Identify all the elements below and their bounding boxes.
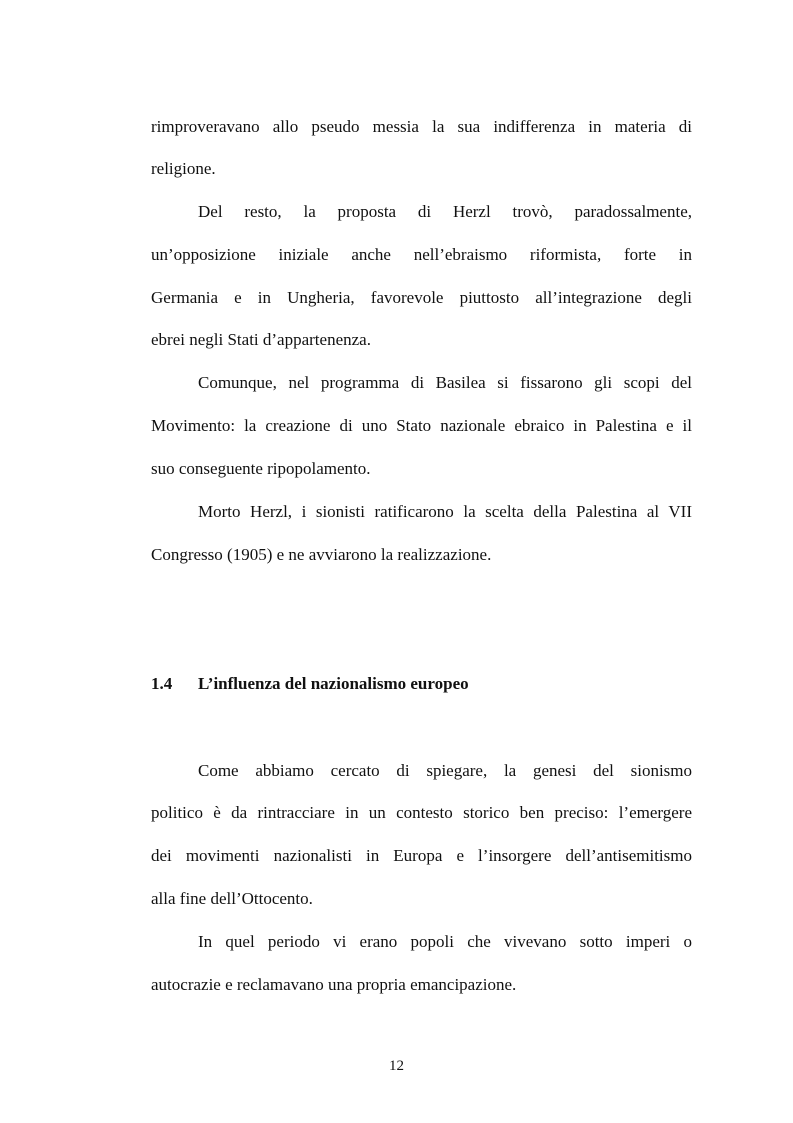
text-line: Germania e in Ungheria, favorevole piuttosto all’integrazione degli	[151, 288, 692, 307]
text-line: In quel periodo vi erano popoli che vivevano sotto imperi o	[198, 932, 692, 951]
page-number: 12	[389, 1058, 404, 1074]
text-line: Congresso (1905) e ne avviarono la realizzazione.	[151, 545, 492, 564]
text-line: Come abbiamo cercato di spiegare, la genesi del sionismo	[198, 761, 692, 780]
text-line: dei movimenti nazionalisti in Europa e l’insorgere dell’antisemitismo	[151, 846, 692, 865]
text-line: alla fine dell’Ottocento.	[151, 889, 313, 908]
text-line: Morto Herzl, i sionisti ratificarono la scelta della Palestina al VII	[198, 502, 692, 521]
text-line: rimproveravano allo pseudo messia la sua indifferenza in materia di	[151, 117, 692, 136]
text-line: Comunque, nel programma di Basilea si fissarono gli scopi del	[198, 373, 692, 392]
text-line: Del resto, la proposta di Herzl trovò, paradossalmente,	[198, 202, 692, 221]
text-line: ebrei negli Stati d’appartenenza.	[151, 330, 371, 349]
text-line: autocrazie e reclamavano una propria emancipazione.	[151, 975, 517, 994]
section-heading	[151, 674, 469, 694]
text-line: suo conseguente ripopolamento.	[151, 459, 371, 478]
text-line: religione.	[151, 159, 216, 178]
text-line: Movimento: la creazione di uno Stato nazionale ebraico in Palestina e il	[151, 416, 692, 435]
text-line: un’opposizione iniziale anche nell’ebraismo riformista, forte in	[151, 245, 692, 264]
section-number: 1.4	[151, 674, 173, 693]
section-title: L’influenza del nazionalismo europeo	[198, 674, 469, 693]
text-line: politico è da rintracciare in un contesto storico ben preciso: l’emergere	[151, 803, 692, 822]
